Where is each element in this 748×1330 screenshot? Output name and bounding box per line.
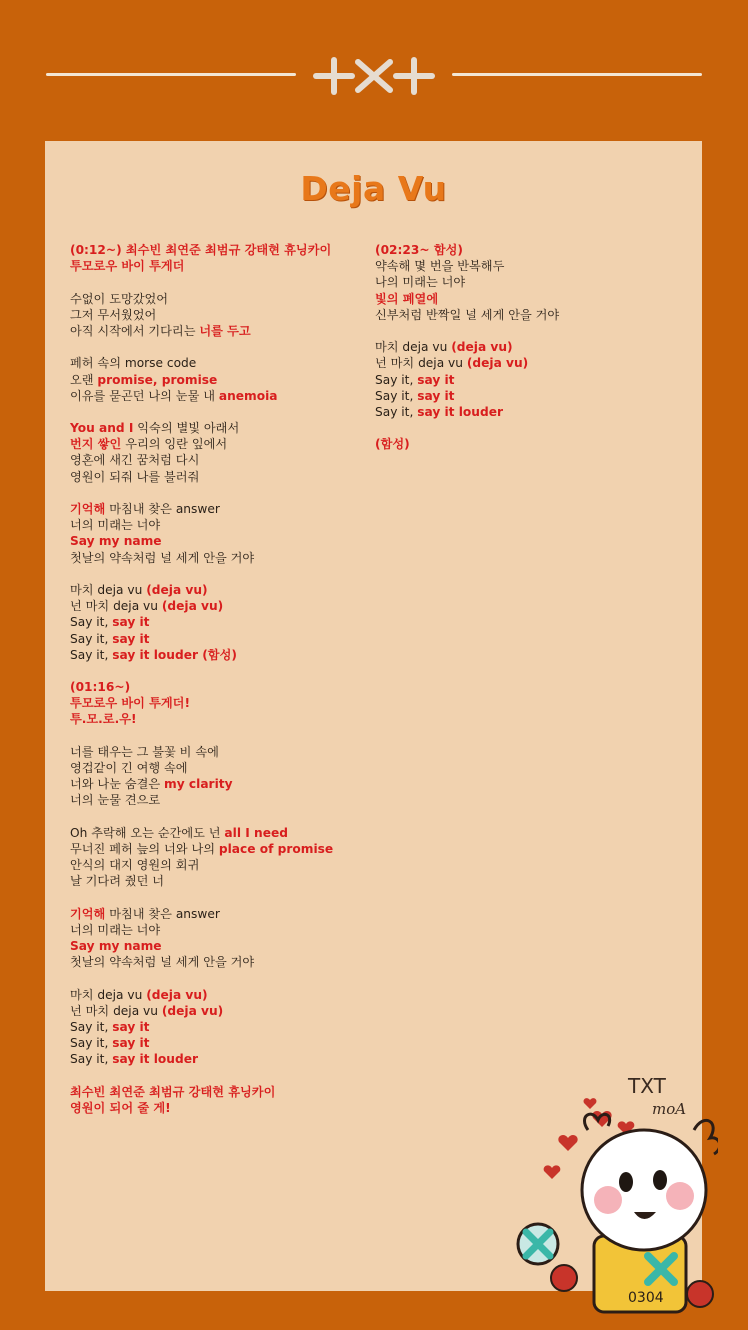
lyrics-highlight: say it xyxy=(417,388,455,403)
lyrics-stanza xyxy=(70,582,370,663)
lyrics-line xyxy=(70,922,370,938)
lyrics-line xyxy=(70,1084,370,1100)
lyrics-text: 수없이 도망갔었어 xyxy=(70,291,169,306)
lyrics-highlight: (deja vu) xyxy=(161,599,224,614)
lyrics-line xyxy=(375,388,695,404)
lyrics-line xyxy=(70,469,370,485)
lyrics-text: 영혼에 새긴 꿈처럼 다시 xyxy=(70,453,200,468)
lyrics-highlight: (deja vu) xyxy=(451,340,513,355)
lyrics-highlight: 투.모.로.우! xyxy=(70,712,137,727)
lyrics-text: Say it, xyxy=(70,1052,113,1067)
lyrics-stanza xyxy=(70,744,370,809)
lyrics-stanza xyxy=(70,291,370,340)
lyrics-highlight: 영원이 되어 줄 게! xyxy=(70,1100,171,1115)
lyrics-text: 약속해 몇 번을 반복해두 xyxy=(375,259,505,274)
lyrics-highlight: my clarity xyxy=(164,777,233,792)
lyrics-text: 날 기다려 줬던 너 xyxy=(70,874,165,889)
lyrics-highlight: (02:23~ 함성) xyxy=(375,243,463,257)
sticker-moa-label: moA xyxy=(652,1100,687,1118)
lyrics-line xyxy=(70,291,370,307)
lyrics-highlight: 투모로우 바이 투게더 xyxy=(70,259,185,274)
lyrics-text: 너의 미래는 너야 xyxy=(70,518,161,533)
lyrics-highlight: say it louder (함성) xyxy=(112,647,237,662)
lyrics-text: Say it, xyxy=(375,388,418,403)
lyrics-highlight: all I need xyxy=(224,825,288,840)
lyrics-highlight: say it xyxy=(112,1020,150,1034)
lyrics-text: 무너진 페허 늪의 너와 나의 xyxy=(70,841,219,856)
lyrics-line xyxy=(70,631,370,647)
lyrics-highlight: promise, promise xyxy=(97,372,218,387)
lyrics-line xyxy=(70,533,370,549)
lyrics-line xyxy=(70,1035,370,1051)
lyrics-line xyxy=(70,857,370,873)
header-line-left xyxy=(46,73,296,76)
lyrics-line xyxy=(70,711,370,727)
lyrics-line xyxy=(70,550,370,566)
lyrics-column-left xyxy=(70,242,370,1132)
lyrics-stanza xyxy=(70,679,370,728)
lyrics-stanza xyxy=(375,436,695,452)
lyrics-line xyxy=(375,339,695,355)
maraca-right xyxy=(687,1281,713,1307)
maraca-left xyxy=(551,1265,577,1291)
lyrics-highlight: 기억해 xyxy=(70,906,106,921)
lyrics-text: 마치 deja vu xyxy=(375,340,452,355)
lyrics-line xyxy=(70,841,370,857)
sticker-number-label: 0304 xyxy=(628,1290,664,1306)
lyrics-highlight: say it xyxy=(112,1036,150,1051)
lyrics-line xyxy=(70,792,370,808)
lyrics-text: 마치 deja vu xyxy=(70,582,147,597)
lyrics-line xyxy=(70,598,370,614)
lyrics-line xyxy=(375,291,695,307)
lyrics-line xyxy=(375,355,695,371)
lyrics-text: Say it, xyxy=(70,647,113,662)
lyrics-text: Say it, xyxy=(70,1020,113,1034)
lyrics-text: 너의 미래는 너야 xyxy=(70,922,161,937)
lyrics-line xyxy=(70,938,370,954)
lyrics-highlight: say it louder xyxy=(112,1052,198,1067)
lyrics-text: 넌 마치 deja vu xyxy=(70,599,162,614)
header xyxy=(0,0,748,140)
lyrics-highlight: 투모로우 바이 투게더! xyxy=(70,696,191,711)
lyrics-line xyxy=(70,307,370,323)
lyrics-line xyxy=(375,404,695,420)
lyrics-highlight: (deja vu) xyxy=(466,356,529,371)
lyrics-stanza xyxy=(70,355,370,404)
lyrics-stanza xyxy=(70,906,370,971)
lyrics-text: 마침내 찾은 answer xyxy=(105,502,220,516)
lyrics-line xyxy=(70,647,370,663)
txt-logo-icon xyxy=(312,52,436,96)
lyrics-highlight: say it xyxy=(112,615,150,630)
lyrics-text: 우리의 잉란 잎에서 xyxy=(121,437,228,452)
lyrics-line xyxy=(70,372,370,388)
lyrics-text: 너의 눈물 견으로 xyxy=(70,793,161,808)
lyrics-text: 영원이 되줘 나를 불러줘 xyxy=(70,469,200,484)
lyrics-line xyxy=(70,436,370,452)
lyrics-text: 익숙의 별빛 아래서 xyxy=(133,421,240,436)
lyrics-highlight: 번지 쌓인 xyxy=(70,437,122,452)
lyrics-text: 아직 시작에서 기다리는 xyxy=(70,323,200,338)
lyrics-text: Say it, xyxy=(70,1036,113,1051)
lyrics-column-right xyxy=(375,242,695,469)
lyrics-line xyxy=(70,242,370,258)
lyrics-line xyxy=(70,954,370,970)
lyrics-text: 안식의 대지 영원의 회귀 xyxy=(70,858,200,873)
lyrics-highlight: 빛의 폐열에 xyxy=(375,291,439,306)
lyrics-line xyxy=(70,501,370,517)
lyrics-line xyxy=(70,1100,370,1116)
lyrics-line xyxy=(70,517,370,533)
header-line-right xyxy=(452,73,702,76)
lyrics-highlight: Say my name xyxy=(70,534,162,549)
lyrics-highlight: place of promise xyxy=(218,841,334,856)
lyrics-line xyxy=(70,825,370,841)
lyrics-line xyxy=(70,582,370,598)
lyrics-line xyxy=(375,274,695,290)
lyrics-stanza xyxy=(70,825,370,890)
sticker-txt-label: TXT xyxy=(628,1074,666,1098)
lyrics-line xyxy=(375,258,695,274)
lyrics-line xyxy=(70,1051,370,1067)
lyrics-line xyxy=(70,776,370,792)
lyrics-text: 페허 속의 morse code xyxy=(70,356,197,371)
lyrics-highlight: say it louder xyxy=(417,404,503,419)
hair-tuft-right xyxy=(694,1120,718,1154)
lyrics-stanza xyxy=(70,1084,370,1116)
lyrics-highlight: (01:16~) xyxy=(70,680,131,695)
lyrics-stanza xyxy=(70,987,370,1068)
lyrics-text: 넌 마치 deja vu xyxy=(375,356,467,371)
lyrics-text: Oh 추락해 오는 순간에도 넌 xyxy=(70,825,225,840)
lyrics-highlight: 최수빈 최연준 최범규 강태현 휴닝카이 xyxy=(70,1084,276,1099)
lyrics-highlight: say it xyxy=(112,631,150,646)
lyrics-stanza xyxy=(375,339,695,420)
lyrics-text: 마침내 찾은 answer xyxy=(105,906,220,921)
lyrics-line xyxy=(70,452,370,468)
lyrics-text: 그저 무서웠었어 xyxy=(70,307,157,322)
lyrics-text: Say it, xyxy=(375,404,418,419)
lyrics-text: Say it, xyxy=(70,631,113,646)
lyrics-line xyxy=(375,307,695,323)
lyrics-line xyxy=(70,760,370,776)
lyrics-text: 넌 마치 deja vu xyxy=(70,1003,162,1018)
lyrics-highlight: (deja vu) xyxy=(146,987,208,1002)
lyrics-line xyxy=(70,355,370,371)
lyrics-text: 영겁같이 긴 여행 속에 xyxy=(70,761,188,775)
lyrics-line xyxy=(70,679,370,695)
lyrics-stanza xyxy=(70,242,370,274)
lyrics-text: 첫날의 약속처럼 널 세게 안을 거야 xyxy=(70,955,255,970)
lyrics-line xyxy=(70,906,370,922)
lyrics-line xyxy=(375,372,695,388)
lyrics-text: 나의 미래는 너야 xyxy=(375,275,466,290)
lyrics-highlight: 기억해 xyxy=(70,502,106,516)
lyrics-line xyxy=(70,420,370,436)
lyrics-line xyxy=(70,1019,370,1035)
lyrics-highlight: anemoia xyxy=(218,388,278,403)
lyrics-stanza xyxy=(70,501,370,566)
lyrics-line xyxy=(70,1003,370,1019)
lyrics-text: 너를 태우는 그 불꽃 비 속에 xyxy=(70,744,219,759)
x-mark-icon-left xyxy=(518,1224,558,1264)
lyrics-line xyxy=(375,436,695,452)
lyrics-text: 오랜 xyxy=(70,372,98,387)
lyrics-text: 이유를 묻곤던 나의 눈물 내 xyxy=(70,388,219,403)
lyrics-line xyxy=(70,695,370,711)
lyrics-highlight: (deja vu) xyxy=(161,1003,224,1018)
lyrics-line xyxy=(70,614,370,630)
song-title: Deja Vu xyxy=(300,169,447,208)
lyrics-text: Say it, xyxy=(375,372,418,387)
lyrics-stanza xyxy=(70,420,370,485)
lyrics-text: 첫날의 약속처럼 널 세게 안을 거야 xyxy=(70,550,255,565)
lyrics-highlight: (0:12~) 최수빈 최연준 최범규 강태현 휴닝카이 xyxy=(70,243,332,257)
lyrics-highlight: (함성) xyxy=(375,437,410,452)
lyrics-highlight: (deja vu) xyxy=(146,582,208,597)
lyrics-line xyxy=(70,388,370,404)
lyrics-highlight: 너를 두고 xyxy=(199,323,251,338)
lyrics-line xyxy=(375,242,695,258)
lyrics-stanza xyxy=(375,242,695,323)
lyrics-line xyxy=(70,258,370,274)
lyrics-text: 마치 deja vu xyxy=(70,987,147,1002)
lyrics-line xyxy=(70,873,370,889)
lyrics-line xyxy=(70,744,370,760)
lyrics-text: 신부처럼 반짝일 널 세게 안을 거야 xyxy=(375,307,560,322)
lyrics-text: Say it, xyxy=(70,615,113,630)
lyrics-highlight: Say my name xyxy=(70,939,162,954)
lyrics-line xyxy=(70,987,370,1003)
lyrics-text: 너와 나눈 숨결은 xyxy=(70,777,165,792)
lyrics-highlight: say it xyxy=(417,372,455,387)
lyrics-line xyxy=(70,323,370,339)
lyrics-highlight: You and I xyxy=(70,421,134,436)
